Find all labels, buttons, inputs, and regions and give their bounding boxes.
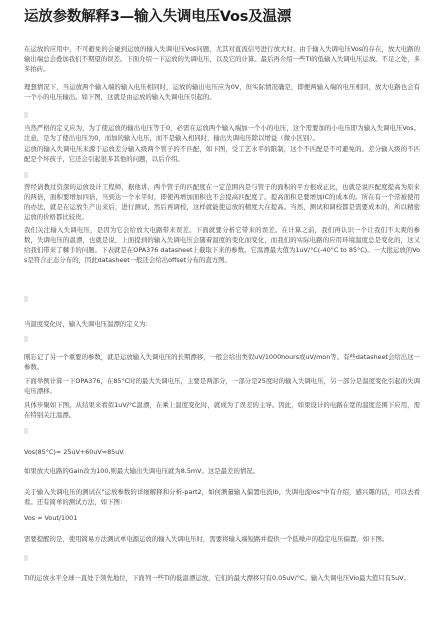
figure-placeholder — [24, 296, 28, 302]
figure-placeholder — [24, 172, 28, 178]
paragraph-gain: 如果放大电路的Gain改为100,则最大输出失调电压就为8.5mV。这是最差的情况。 — [24, 467, 260, 475]
paragraph-ideal-case: 理想情况下，当运放两个输入端的输入电压相同时，运放的输出电压应为0V，但实际情况确是，即便两输入端的电压相同，放大电路也会有一个小的电压输出。如下图，这就是由运放的输入失调电压引起的。 — [24, 83, 420, 101]
page-title: 运放参数解释3—输入失调电压Vos及温漂 — [24, 9, 292, 25]
paragraph-drift: 我们关注输入失调电压，是因为它会给放大电路带来误差。下面就要分析它带来的误差。在计算之前，我们再认识一个让我们不太爽的参数，失调电压的温漂，也就是说，上面提到的输入失调电压会随着温度的变化而变化，而我们的实际电路的应用环境温度总是变化的，这又给我们带来了棘手的问题。下表就是在OPA376 datasheet上截取下来的参数。它温漂最大值为1uV/°C(-40°C to 85°C)。一大批运放的Vos是符合正态分布的，因此datasheet一般还会给出offset分布的直方图。 — [24, 226, 420, 264]
paragraph-ti-opamps: TI的运放水平全球一直处于领先地位，下面列一些TI的低温漂运放，它们的最大漂移只有0.05uV/°C。输入失调电压Vio最大值只有5uV。 — [24, 574, 410, 582]
formula-vos-85c: Vos(85°C)= 25uV+60uV=85uV. — [24, 448, 125, 456]
paragraph-drift-definition: 当温度变化时，输入失调电压温漂的定义为： — [24, 320, 152, 328]
formula-vos-vout: Vos = Vout/1001 — [24, 514, 78, 522]
paragraph-long-term-drift: 刚忘记了另一个重要的参数，就是运放输入失调电压的长期漂移，一般会给出类似uV/1000hours或uV/mon等。有些datasheet会给出这一参数。 — [24, 353, 420, 371]
paragraph-mismatch: 运放的输入失调电压来源于运放差分输入级两个管子的不匹配，如下图，受工艺水平的限制，这个不匹配是不可避免的。差分输入级的不匹配是个坏孩子，它还会引起很多其他的问题，以后介绍。 — [24, 145, 420, 163]
paragraph-matching: 曾经请教过资深的运放设计工程师，据他讲，两个管子的匹配度在一定范围内是与管子的面积的平方根成正比，也就是说匹配度提高为原来的两倍，面积要增加四倍，当到达一个水平时，即使再增加面积也不会提高匹配度了。提高面积是要增加IC的成本的。所在有一个常被使用的办法，就是在运放生产出来后，进行测试，然后再调校，这样就能使运放的精度大在提高。当然，测试和调校都是需要成本的，所以精密运放的价格都比较贵。 — [24, 183, 420, 221]
paragraph-single-supply: 需要提醒的是，使用简易方法测试单电源运放的输入失调电压时，需要将输入端短路并提供一个低噪声的稳定电压偏置。如下图。 — [24, 535, 389, 543]
figure-placeholder — [24, 555, 28, 561]
paragraph-test-method: 关于输入失调电压的测试在"运放参数的详细解释和分析-part2，如何测量输入偏置电流Ib，失调电流Ios"中有介绍，感兴趣的话，可以去看看。还有简单的测试方法，如下图： — [24, 488, 420, 506]
paragraph-definition: 当然严格的定义应为，为了使运放的输出电压等于0，必需在运放两个输入端加一个小的电压，这个需要加的小电压即为输入失调电压Vos。注意，是为了使出电压为0，而加的输入电压，而不是输入相同时，输出失调电压除以增益（微小区别）。 — [24, 124, 420, 142]
figure-placeholder — [24, 428, 28, 434]
paragraph-steps: 具体步聚如下图。从结果来看似1uV/°C温漂，在乘上温度变化时，就成为了误差的主导。因此，如果设计的电路在宽的温度范围下应用，需在特别关注温漂。 — [24, 401, 420, 419]
paragraph-example: 下面举例计算一下OPA376，在85°C时的最大失调电压，主要是两部分，一部分是25度时的输入失调电压，另一部分是温度变化引起的失调电压漂移。 — [24, 377, 420, 395]
figure-placeholder — [24, 112, 28, 118]
figure-placeholder — [24, 336, 28, 342]
paragraph-intro: 在运放的应用中，不可避免的会碰到运放的输入失调电压Vos问题，尤其对直流信号进行放大时，由于输入失调电压Vos的存在，放大电路的输出端总会叠加我们不期望的误差。下面介绍一下运放的失调电压，以及它的计算。最后再介绍一些TI的低输入失调电压运放。不足之处，多多拍砖。 — [24, 45, 420, 73]
